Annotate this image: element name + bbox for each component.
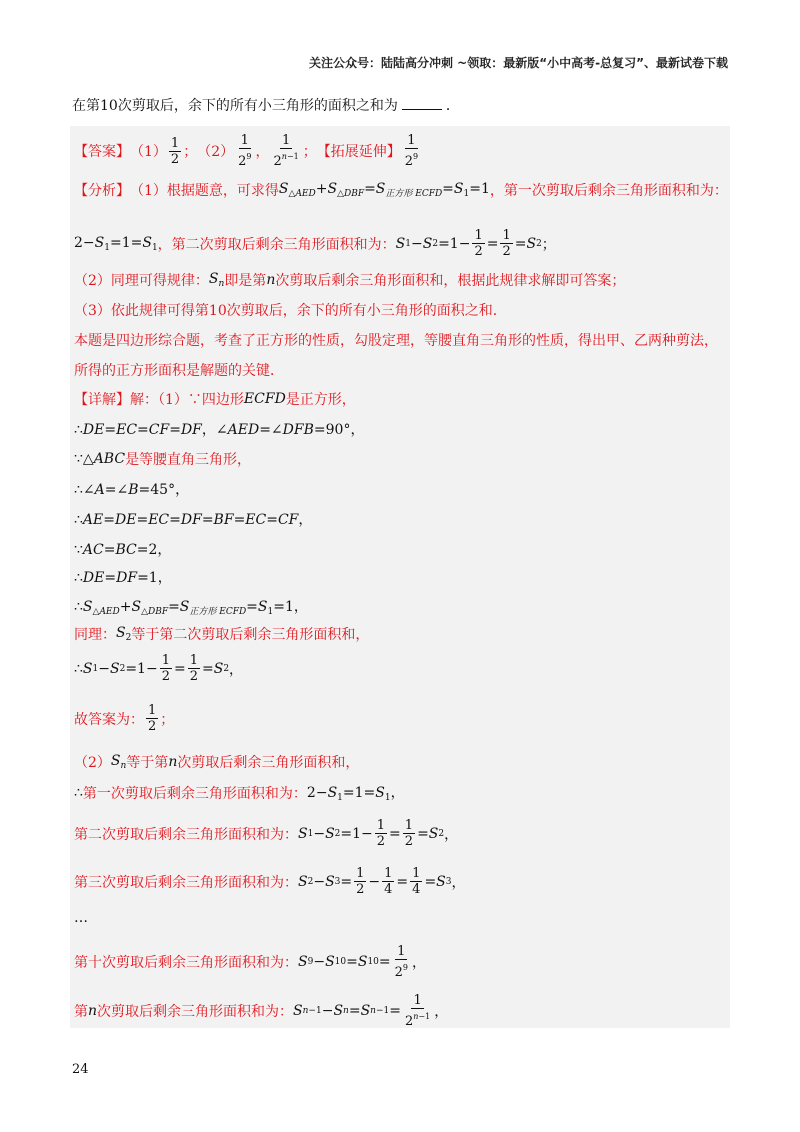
detail-line-14: 第二次剪取后剩余三角形面积和为： S 1 − S 2 =1− $\frac{1}{2}$ = $\frac{1}{2}$ = S 2 ， <box>74 818 459 849</box>
analysis-label: 【分析】 <box>74 183 130 199</box>
detail-line-1: 【详解】 解：（1）∵四边形 ECFD 是正方形， <box>74 391 356 408</box>
fraction: $\frac{1}{2^9}$ <box>238 133 252 169</box>
detail-line-4: ∴∠A=∠B=45°， <box>74 482 190 498</box>
extension-label: 【拓展延伸】 <box>316 144 401 160</box>
detail-line-7: ∴DE=DF=1， <box>74 570 172 586</box>
detail-line-2: ∴DE=EC=CF=DF，∠AED=∠DFB=90°， <box>74 422 365 438</box>
detail-line-13: ∴ 第一次剪取后剩余三角形面积和为： $2-S_1=1=S_1$， <box>74 784 405 803</box>
page-header: 关注公众号：陆陆高分冲刺 ~领取：最新版“小中高考-总复习”、最新试卷下载 <box>309 56 728 70</box>
question-tail <box>72 95 460 115</box>
analysis-line-3: （2）同理可得规律： $S_n$ 即是第 n 次剪取后剩余三角形面积和，根据此规律求解即可答案； <box>74 271 626 289</box>
detail-line-11: 故答案为： $\frac{1}{2}$ ； <box>74 703 175 734</box>
analysis-line-6: 所得的正方形面积是解题的关键． <box>74 363 284 379</box>
detail-line-9: 同理： $S_2$ 等于第二次剪取后剩余三角形面积和， <box>74 625 370 643</box>
analysis-line-4: （3）依此规律可得第10次剪取后，余下的所有小三角形的面积之和． <box>74 303 507 319</box>
detail-line-6: ∵AC=BC=2， <box>74 542 172 558</box>
analysis-line-5: 本题是四边形综合题，考查了正方形的性质，勾股定理，等腰直角三角形的性质，得出甲、乙两种剪法， <box>74 333 718 349</box>
detail-line-17: 第 n 次剪取后剩余三角形面积和为： S n−1 − S n = S n−1 = $\frac{1}{2^{n-1}}$ ， <box>74 993 449 1029</box>
answer-line: 【答案】 （1） $\frac{1}{2}$ ； （2） $\frac{1}{2^9}$ ， $\frac{1}{2^{n-1}}$ ； 【拓展延伸】 $\frac{1}{2^9}$ <box>74 133 419 169</box>
answer-blank <box>402 97 442 110</box>
fraction: $\frac{1}{2^{n-1}}$ <box>273 133 299 169</box>
detail-line-10: ∴ S 1 − S 2 =1− $\frac{1}{2}$ = $\frac{1}{2}$ = S 2 ， <box>74 653 244 684</box>
analysis-line-1: 【分析】 （1）根据题意，可求得 $S_{\triangle AED}+S_{\triangle DBF}=S_{正方形 ECFD}=S_1=1$ ，第一次剪取后剩余三角形面积和为： <box>74 181 728 199</box>
page-number: 24 <box>72 1062 89 1077</box>
answer-label: 【答案】 <box>74 144 130 160</box>
detail-line-16: 第十次剪取后剩余三角形面积和为： S 9 − S 10 = S 10 = $\frac{1}{2^9}$ ， <box>74 944 426 980</box>
detail-line-3: ∵△ABC 是等腰直角三角形， <box>74 451 252 468</box>
fraction: $\frac{1}{2^9}$ <box>404 133 419 169</box>
analysis-line-2: $2-S_1=1=S_1$ ，第二次剪取后剩余三角形面积和为： S 1 − S 2 =1− $\frac{1}{2}$ = $\frac{1}{2}$ = S 2 ； <box>74 228 556 259</box>
intro-text: 在第10次剪取后，余下的所有小三角形的面积之和为 <box>72 98 398 114</box>
intro-end: ． <box>445 98 460 114</box>
detail-line-8: $\therefore S_{\triangle AED}+S_{\triangle DBF}=S_{正方形 ECFD}=S_1=1$， <box>74 599 308 617</box>
detail-line-5: ∴AE=DE=EC=DF=BF=EC=CF， <box>74 512 313 528</box>
detail-line-15: 第三次剪取后剩余三角形面积和为： S 2 − S 3 = $\frac{1}{2}$ − $\frac{1}{4}$ = $\frac{1}{4}$ = S 3 ， <box>74 866 466 897</box>
fraction: $\frac{1}{2}$ <box>170 135 180 167</box>
detail-line-12: （2） $S_n$ 等于第 n 次剪取后剩余三角形面积和， <box>74 753 360 771</box>
detail-label: 【详解】 <box>74 392 130 408</box>
fraction: $\frac{1}{2}$ <box>148 703 157 734</box>
detail-ellipsis: … <box>74 910 88 926</box>
